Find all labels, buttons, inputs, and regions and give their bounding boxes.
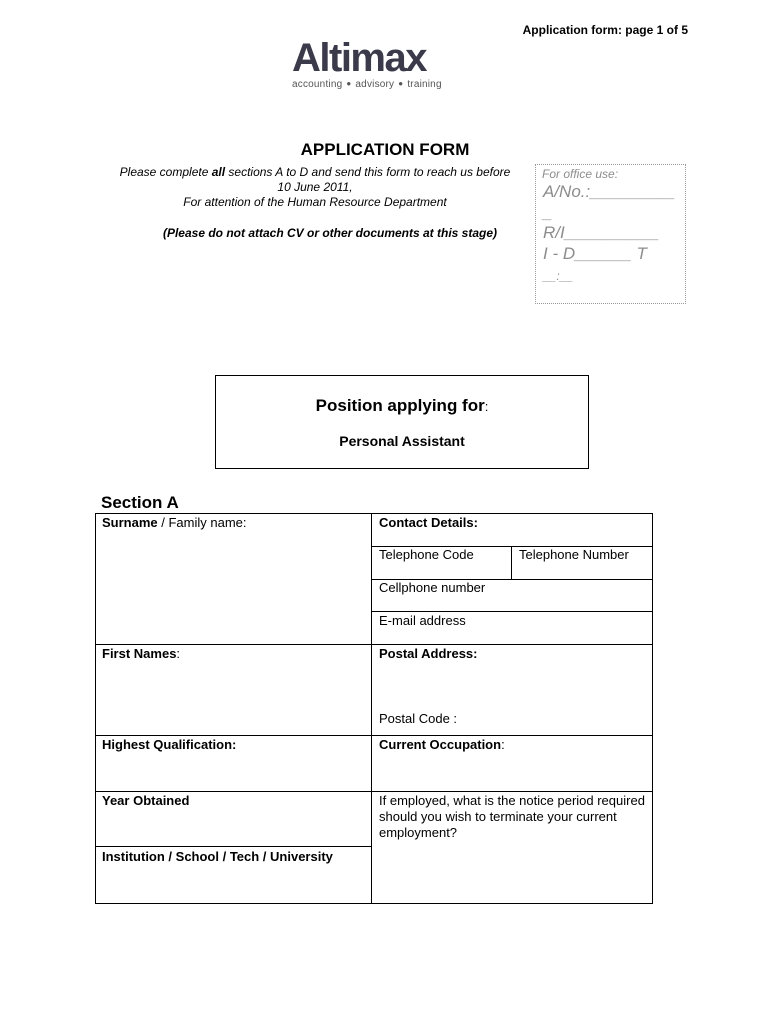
office-use-box <box>535 164 686 304</box>
bullet-icon: ● <box>346 79 352 88</box>
postal-address-field[interactable]: Postal Address: <box>379 646 478 661</box>
first-names-field[interactable]: First Names: <box>102 646 181 661</box>
highest-qualification-field[interactable]: Highest Qualification: <box>102 737 237 752</box>
table-divider-phone <box>511 546 512 579</box>
instructions-line-2: 10 June 2011, <box>277 180 353 194</box>
office-use-line-continuation: _ <box>543 203 553 222</box>
altimax-logo <box>290 34 442 94</box>
row-line <box>95 791 653 792</box>
instructions <box>100 165 530 210</box>
logo-tagline <box>292 79 442 90</box>
office-use-time: __:__ <box>543 269 574 283</box>
section-a-title: Section A <box>101 493 179 512</box>
table-border-bottom <box>95 903 653 904</box>
institution-field[interactable]: Institution / School / Tech / University <box>102 849 333 864</box>
position-box <box>215 375 589 469</box>
office-use-ri: R/I__________ <box>543 223 660 242</box>
office-use-account-no: A/No.:_________ <box>543 182 676 201</box>
office-use-id: I - D______ T <box>543 244 647 263</box>
tagline-accounting: accounting <box>292 79 343 90</box>
table-border-right <box>652 513 653 904</box>
row-line <box>371 611 653 612</box>
tagline-training: training <box>407 79 442 90</box>
year-obtained-field[interactable]: Year Obtained <box>102 793 190 808</box>
surname-field[interactable]: Surname / Family name: <box>102 515 247 530</box>
cellphone-field[interactable]: Cellphone number <box>379 580 486 595</box>
notice-period-field[interactable]: If employed, what is the notice period required should you wish to terminate your current employment? <box>379 793 645 840</box>
page-number-label: Application form: page 1 of 5 <box>522 23 688 37</box>
row-line <box>95 846 372 847</box>
bullet-icon: ● <box>398 79 404 88</box>
postal-code-field[interactable]: Postal Code : <box>379 711 458 726</box>
table-border-top <box>95 513 653 514</box>
instructions-line-1: Please complete all sections A to D and send this form to reach us before <box>119 165 511 179</box>
telephone-code-field[interactable]: Telephone Code <box>379 547 474 562</box>
current-occupation-field[interactable]: Current Occupation: <box>379 737 505 752</box>
instructions-emphasis: all <box>211 165 226 179</box>
position-value: Personal Assistant <box>339 433 465 449</box>
tagline-advisory: advisory <box>355 79 395 90</box>
row-line <box>95 644 653 645</box>
form-title: APPLICATION FORM <box>300 140 470 159</box>
telephone-number-field[interactable]: Telephone Number <box>519 547 629 562</box>
email-field[interactable]: E-mail address <box>379 613 466 628</box>
logo-wordmark: Altimax <box>292 36 426 80</box>
attachment-note: (Please do not attach CV or other documents at this stage) <box>162 226 498 240</box>
contact-details-label: Contact Details: <box>379 515 478 530</box>
office-use-label: For office use: <box>542 167 619 181</box>
row-line <box>95 735 653 736</box>
instructions-line-3: For attention of the Human Resource Department <box>183 195 447 209</box>
position-title: Position applying for: <box>315 396 489 415</box>
